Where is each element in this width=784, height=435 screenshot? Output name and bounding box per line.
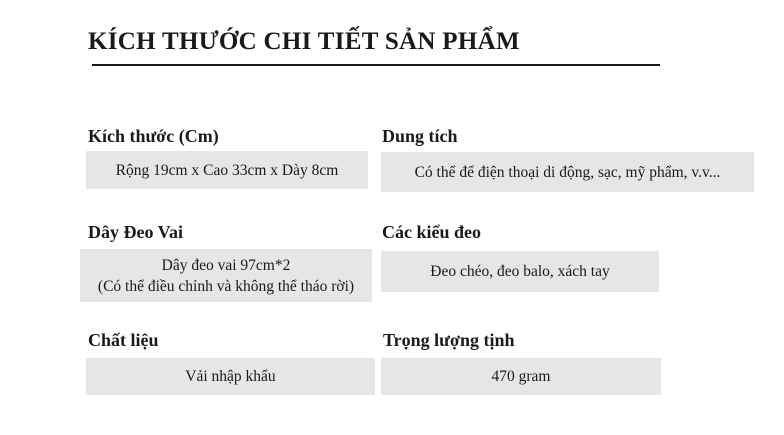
strap-value-box bbox=[80, 249, 372, 302]
net-weight-value-box bbox=[381, 358, 661, 395]
net-weight-label: Trọng lượng tịnh bbox=[383, 330, 515, 350]
page-title: KÍCH THƯỚC CHI TIẾT SẢN PHẨM bbox=[88, 28, 520, 55]
carry-styles-value-box bbox=[381, 251, 659, 292]
carry-styles-label: Các kiểu đeo bbox=[382, 222, 481, 242]
title-divider bbox=[92, 64, 660, 66]
carry-styles-value: Đeo chéo, đeo balo, xách tay bbox=[430, 263, 610, 280]
strap-value-line1: Dây đeo vai 97cm*2 bbox=[161, 256, 291, 274]
material-value-box bbox=[86, 358, 375, 395]
size-value: Rộng 19cm x Cao 33cm x Dày 8cm bbox=[115, 161, 339, 179]
net-weight-value: 470 gram bbox=[491, 368, 551, 385]
capacity-label: Dung tích bbox=[382, 126, 458, 146]
size-label: Kích thước (Cm) bbox=[88, 126, 219, 146]
material-value: Vải nhập khẩu bbox=[185, 368, 276, 385]
material-label: Chất liệu bbox=[88, 330, 159, 350]
capacity-value-box bbox=[381, 152, 754, 192]
size-value-box bbox=[86, 151, 368, 189]
strap-value-line2: (Có thể điều chỉnh và không thể tháo rời) bbox=[97, 277, 355, 295]
capacity-value: Có thể để điện thoại di động, sạc, mỹ phẩm, v.v... bbox=[414, 163, 721, 181]
strap-label: Dây Đeo Vai bbox=[88, 222, 184, 242]
